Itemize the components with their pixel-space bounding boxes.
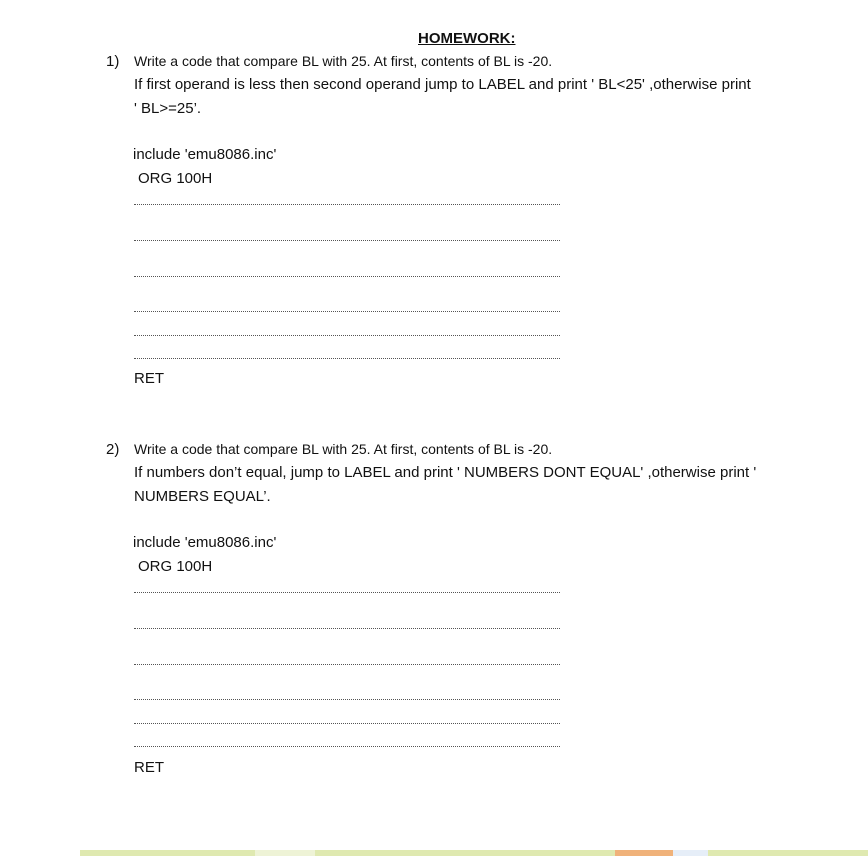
answer-blank-line — [134, 746, 560, 747]
question-line: ' BL>=25’. — [134, 100, 202, 117]
question-number: 1) — [106, 53, 120, 70]
answer-blank-line — [134, 592, 560, 593]
answer-blank-line — [134, 628, 560, 629]
answer-blank-line — [134, 240, 560, 241]
answer-blank-line — [134, 311, 560, 312]
code-include-line: include 'emu8086.inc' — [133, 534, 277, 551]
answer-blank-line — [134, 335, 560, 336]
answer-blank-line — [134, 358, 560, 359]
footer-segment — [315, 850, 615, 856]
question-line: Write a code that compare BL with 25. At first, contents of BL is -20. — [134, 53, 553, 69]
answer-blank-line — [134, 699, 560, 700]
code-org-line: ORG 100H — [138, 558, 213, 575]
footer-segment — [80, 850, 255, 856]
code-ret-line: RET — [134, 759, 164, 776]
question-line: If first operand is less then second operand jump to LABEL and print ' BL<25' ,otherwise print — [134, 76, 751, 93]
footer-segment — [255, 850, 315, 856]
answer-blank-line — [134, 276, 560, 277]
code-ret-line: RET — [134, 370, 164, 387]
question-line: If numbers don’t equal, jump to LABEL and print ' NUMBERS DONT EQUAL' ,otherwise print ' — [134, 464, 757, 481]
question-line: NUMBERS EQUAL’. — [134, 488, 271, 505]
code-org-line: ORG 100H — [138, 170, 213, 187]
footer-segment — [673, 850, 708, 856]
answer-blank-line — [134, 664, 560, 665]
footer-segment — [708, 850, 868, 856]
question-line: Write a code that compare BL with 25. At first, contents of BL is -20. — [134, 441, 553, 457]
code-include-line: include 'emu8086.inc' — [133, 146, 277, 163]
question-number: 2) — [106, 441, 120, 458]
footer-segment — [615, 850, 673, 856]
answer-blank-line — [134, 204, 560, 205]
page-title: HOMEWORK: — [418, 30, 516, 47]
answer-blank-line — [134, 723, 560, 724]
